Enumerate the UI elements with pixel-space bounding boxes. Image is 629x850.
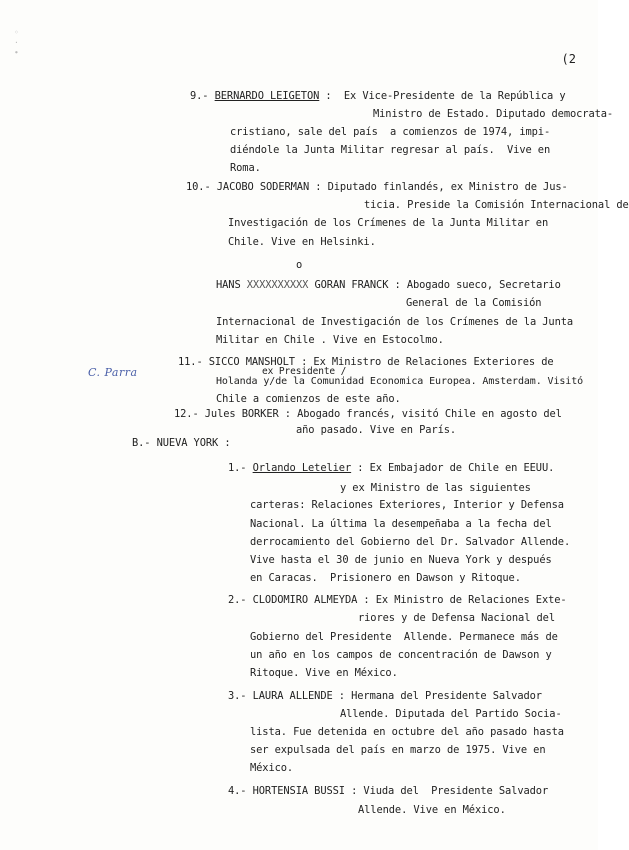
- ny-entry-4-line-1: [228, 785, 548, 797]
- entry-10-line-3: Investigación de los Crímenes de la Junta Militar en: [228, 217, 549, 229]
- margin-marks: [14, 28, 19, 58]
- entry-number: 4.-: [228, 785, 253, 797]
- ny-entry-2-line-2: riores y de Defensa Nacional del: [358, 612, 555, 624]
- separator-o: o: [296, 259, 303, 271]
- margin-mark-1: ◦: [14, 28, 19, 37]
- handwritten-annotation: C. Parra: [88, 366, 138, 379]
- entry-text: : Ex Ministro de Relaciones Exte-: [357, 594, 567, 606]
- entry-name: SICCO MANSHOLT: [208, 356, 295, 368]
- margin-mark-2: ·: [14, 38, 19, 47]
- margin-mark-3: ∙: [14, 48, 19, 57]
- section-heading-nueva-york: B.- NUEVA YORK :: [132, 437, 231, 449]
- entry-9-line-1: [190, 90, 566, 102]
- entry-name: Orlando Letelier: [252, 462, 352, 474]
- entry-name-part: HANS: [216, 279, 247, 291]
- insertion-text: ex Presidente /: [262, 366, 347, 377]
- ny-entry-1-line-5: derrocamiento del Gobierno del Dr. Salvador Allende.: [250, 536, 571, 548]
- entry-name: LAURA ALLENDE: [252, 690, 333, 702]
- entry-11-line-1: [178, 356, 554, 368]
- page-number: (2: [561, 52, 576, 66]
- entry-number: 11.-: [178, 356, 209, 368]
- ny-entry-3-line-5: México.: [250, 762, 294, 774]
- entry-12-line-2: año pasado. Vive en París.: [296, 424, 457, 436]
- entry-franck-line-1: [216, 279, 561, 291]
- entry-11-line-3: Chile a comienzos de este año.: [216, 393, 401, 405]
- ny-entry-1-line-4: Nacional. La última la desempeñaba a la fecha del: [250, 518, 552, 530]
- ny-entry-3-line-2: Allende. Diputada del Partido Socia-: [340, 708, 562, 720]
- entry-name: BERNARDO LEIGETON: [214, 90, 320, 102]
- ny-entry-2-line-4: un año en los campos de concentración de Dawson y: [250, 649, 552, 661]
- entry-text: : Ex Embajador de Chile en EEUU.: [351, 462, 555, 474]
- entry-text: : Abogado francés, visitó Chile en agosto del: [278, 408, 562, 420]
- entry-11-line-2: Holanda y/de la Comunidad Economica Europea. Amsterdam. Visitó: [216, 376, 584, 387]
- ny-entry-1-line-3: carteras: Relaciones Exteriores, Interior y Defensa: [250, 499, 564, 511]
- ny-entry-2-line-3: Gobierno del Presidente Allende. Permanece más de: [250, 631, 558, 643]
- entry-number: 9.-: [190, 90, 215, 102]
- entry-franck-line-2: General de la Comisión: [406, 297, 542, 309]
- entry-number: 12.-: [174, 408, 205, 420]
- entry-name: JACOBO SODERMAN: [216, 181, 310, 193]
- ny-entry-1-line-1: [228, 462, 554, 474]
- entry-franck-line-3: Internacional de Investigación de los Crímenes de la Junta: [216, 316, 574, 328]
- entry-12-line-1: [174, 408, 562, 420]
- ny-entry-3-line-1: [228, 690, 542, 702]
- entry-text: GORAN FRANCK : Abogado sueco, Secretario: [308, 279, 561, 291]
- entry-name: Jules BORKER: [204, 408, 279, 420]
- entry-number: 2.-: [228, 594, 253, 606]
- ny-entry-1-line-2: y ex Ministro de las siguientes: [340, 482, 531, 494]
- entry-10-line-4: Chile. Vive en Helsinki.: [228, 236, 376, 248]
- ny-entry-2-line-1: [228, 594, 567, 606]
- entry-text: : Viuda del Presidente Salvador: [344, 785, 549, 797]
- entry-number: 10.-: [186, 181, 217, 193]
- entry-text: : Diputado finlandés, ex Ministro de Jus-: [309, 181, 568, 193]
- entry-franck-line-4: Militar en Chile . Vive en Estocolmo.: [216, 334, 444, 346]
- ny-entry-3-line-4: ser expulsada del país en marzo de 1975. Vive en: [250, 744, 546, 756]
- entry-10-line-2: ticia. Preside la Comisión Internacional de: [364, 199, 629, 211]
- ny-entry-1-line-7: en Caracas. Prisionero en Dawson y Ritoque.: [250, 572, 521, 584]
- entry-name: CLODOMIRO ALMEYDA: [252, 594, 358, 606]
- struck-text: XXXXXXXXXX: [246, 279, 309, 291]
- entry-9-line-2: Ministro de Estado. Diputado democrata-: [373, 108, 614, 120]
- ny-entry-4-line-2: Allende. Vive en México.: [358, 804, 506, 816]
- ny-entry-3-line-3: lista. Fue detenida en octubre del año pasado hasta: [250, 726, 564, 738]
- entry-text: : Ex Vice-Presidente de la República y: [319, 90, 566, 102]
- entry-9-line-5: Roma.: [230, 162, 261, 174]
- entry-name: HORTENSIA BUSSI: [252, 785, 345, 797]
- entry-9-line-4: diéndole la Junta Militar regresar al país. Vive en: [230, 144, 551, 156]
- ny-entry-2-line-5: Ritoque. Vive en México.: [250, 667, 398, 679]
- entry-10-line-1: [186, 181, 568, 193]
- ny-entry-1-line-6: Vive hasta el 30 de junio en Nueva York y después: [250, 554, 552, 566]
- entry-number: 1.-: [228, 462, 253, 474]
- entry-9-line-3: cristiano, sale del país a comienzos de 1974, impi-: [230, 126, 551, 138]
- entry-text: : Hermana del Presidente Salvador: [332, 690, 542, 702]
- entry-text: : Ex Ministro de Relaciones Exteriores de: [294, 356, 554, 368]
- entry-number: 3.-: [228, 690, 253, 702]
